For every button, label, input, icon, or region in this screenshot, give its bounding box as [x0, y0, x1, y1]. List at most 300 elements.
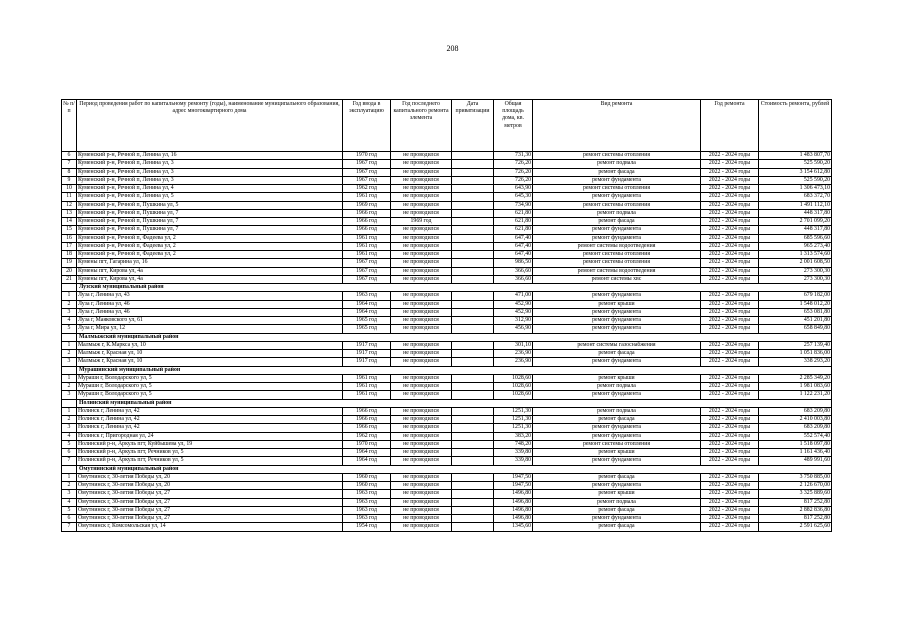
header-repair-period: Год ремонта	[701, 100, 759, 152]
section-title: Мурашинский муниципальный район	[77, 366, 832, 374]
cell-area: 621,80	[494, 218, 533, 226]
table-row	[62, 193, 832, 201]
cell-last-repair: не проводился	[391, 449, 452, 457]
cell-work-type: ремонт фасада	[533, 523, 701, 531]
cell-number: 6	[62, 152, 77, 160]
cell-cost: 273 300,30	[759, 275, 832, 283]
cell-repair-period: 2022 - 2024 годы	[701, 292, 759, 300]
cell-work-type: ремонт фундамента	[533, 193, 701, 201]
table-row	[62, 449, 832, 457]
cell-address: Омутнинск г, Комсомольская ул, 14	[77, 523, 343, 531]
cell-work-type: ремонт системы отопления	[533, 201, 701, 209]
cell-repair-period: 2022 - 2024 годы	[701, 523, 759, 531]
cell-repair-period: 2022 - 2024 годы	[701, 490, 759, 498]
cell-address: Куменский р-н, Речной п, Пушкина ул, 7	[77, 218, 343, 226]
section-row	[62, 284, 832, 292]
section-title: Лузский муниципальный район	[77, 284, 832, 292]
cell-cost: 1 313 574,60	[759, 251, 832, 259]
cell-address: Луза г, Ленина ул, 46	[77, 300, 343, 308]
header-year-built: Год ввода в эксплуатацию	[343, 100, 391, 152]
table-row	[62, 292, 832, 300]
cell-year-built: 1967 год	[343, 168, 391, 176]
cell-cost: 1 122 231,20	[759, 391, 832, 399]
cell-repair-period: 2022 - 2024 годы	[701, 482, 759, 490]
cell-year-built: 1966 год	[343, 226, 391, 234]
cell-work-type: ремонт крыши	[533, 374, 701, 382]
cell-number: 5	[62, 440, 77, 448]
cell-last-repair: не проводился	[391, 234, 452, 242]
cell-number	[62, 399, 77, 407]
cell-address: Луза г, Мира ул, 12	[77, 325, 343, 333]
cell-cost: 448 317,80	[759, 226, 832, 234]
table-row	[62, 218, 832, 226]
cell-area: 312,90	[494, 317, 533, 325]
cell-area: 1028,60	[494, 391, 533, 399]
cell-work-type: ремонт системы хвс	[533, 275, 701, 283]
cell-area: 645,30	[494, 193, 533, 201]
table-row	[62, 168, 832, 176]
cell-last-repair: не проводился	[391, 160, 452, 168]
cell-cost: 1 491 112,10	[759, 201, 832, 209]
cell-privatization	[452, 506, 494, 514]
cell-last-repair: не проводился	[391, 209, 452, 217]
cell-address: Луза г, Маяковского ул, 61	[77, 317, 343, 325]
cell-year-built: 1967 год	[343, 160, 391, 168]
cell-address: Мураши г, Володарского ул, 5	[77, 383, 343, 391]
cell-year-built: 1961 год	[343, 193, 391, 201]
cell-area: 1496,80	[494, 506, 533, 514]
cell-address: Куменский р-н, Речной п, Ленина ул, 5	[77, 193, 343, 201]
cell-privatization	[452, 317, 494, 325]
cell-address: Омутнинск г, 30-летия Победы ул, 27	[77, 490, 343, 498]
cell-number: 12	[62, 201, 77, 209]
cell-address: Малмыж г, К.Маркса ул, 10	[77, 341, 343, 349]
cell-work-type: ремонт подвала	[533, 160, 701, 168]
cell-repair-period: 2022 - 2024 годы	[701, 358, 759, 366]
cell-repair-period: 2022 - 2024 годы	[701, 300, 759, 308]
table-row	[62, 185, 832, 193]
cell-last-repair: не проводился	[391, 358, 452, 366]
cell-cost: 3 154 612,80	[759, 168, 832, 176]
cell-cost: 273 300,30	[759, 267, 832, 275]
table-row	[62, 490, 832, 498]
cell-number: 3	[62, 424, 77, 432]
cell-last-repair: не проводился	[391, 350, 452, 358]
cell-year-built: 1970 год	[343, 152, 391, 160]
cell-work-type: ремонт системы отопления	[533, 185, 701, 193]
table-row	[62, 325, 832, 333]
cell-year-built: 1917 год	[343, 358, 391, 366]
cell-year-built: 1966 год	[343, 424, 391, 432]
cell-cost: 1 161 436,40	[759, 449, 832, 457]
header-num: № п/п	[62, 100, 77, 152]
cell-work-type: ремонт системы водоотведения	[533, 242, 701, 250]
cell-number: 8	[62, 168, 77, 176]
cell-cost: 679 182,00	[759, 292, 832, 300]
cell-cost: 658 849,80	[759, 325, 832, 333]
cell-area: 339,80	[494, 457, 533, 465]
cell-work-type: ремонт фасада	[533, 168, 701, 176]
cell-cost: 1 548 012,20	[759, 300, 832, 308]
cell-year-built: 1970 год	[343, 440, 391, 448]
cell-area: 236,90	[494, 358, 533, 366]
cell-work-type: ремонт системы газоснабжения	[533, 341, 701, 349]
cell-address: Мураши г, Володарского ул, 5	[77, 391, 343, 399]
cell-address: Нолинский р-н, Аркуль пгт, Речников ул, 5	[77, 449, 343, 457]
cell-work-type: ремонт фасада	[533, 350, 701, 358]
cell-privatization	[452, 185, 494, 193]
table-row	[62, 515, 832, 523]
cell-area: 339,80	[494, 449, 533, 457]
cell-year-built: 1962 год	[343, 432, 391, 440]
cell-number: 6	[62, 449, 77, 457]
cell-number: 3	[62, 391, 77, 399]
cell-number	[62, 366, 77, 374]
cell-area: 383,20	[494, 432, 533, 440]
cell-privatization	[452, 350, 494, 358]
cell-last-repair: не проводился	[391, 185, 452, 193]
table-row	[62, 341, 832, 349]
cell-number: 17	[62, 242, 77, 250]
cell-privatization	[452, 416, 494, 424]
cell-year-built: 1964 год	[343, 308, 391, 316]
table-row	[62, 457, 832, 465]
cell-year-built: 1963 год	[343, 292, 391, 300]
table-row	[62, 308, 832, 316]
cell-area: 1947,50	[494, 482, 533, 490]
cell-last-repair: не проводился	[391, 300, 452, 308]
cell-year-built: 1965 год	[343, 325, 391, 333]
cell-number: 15	[62, 226, 77, 234]
table-row	[62, 350, 832, 358]
cell-work-type: ремонт фундамента	[533, 515, 701, 523]
cell-work-type: ремонт фундамента	[533, 391, 701, 399]
cell-privatization	[452, 176, 494, 184]
cell-cost: 685 596,60	[759, 234, 832, 242]
cell-last-repair: не проводился	[391, 498, 452, 506]
cell-area: 731,30	[494, 152, 533, 160]
cell-address: Малмыж г, Красная ул, 10	[77, 358, 343, 366]
cell-work-type: ремонт крыши	[533, 490, 701, 498]
cell-work-type: ремонт фундамента	[533, 457, 701, 465]
repair-table	[61, 99, 832, 532]
cell-number: 3	[62, 490, 77, 498]
cell-last-repair: не проводился	[391, 242, 452, 250]
cell-area: 621,80	[494, 226, 533, 234]
cell-last-repair: не проводился	[391, 267, 452, 275]
cell-last-repair: не проводился	[391, 457, 452, 465]
cell-address: Омутнинск г, 30-летия Победы ул, 20	[77, 473, 343, 481]
cell-repair-period: 2022 - 2024 годы	[701, 457, 759, 465]
cell-year-built: 1961 год	[343, 251, 391, 259]
cell-area: 986,50	[494, 259, 533, 267]
header-work-type: Вид ремонта	[533, 100, 701, 152]
cell-cost: 683 372,70	[759, 193, 832, 201]
cell-privatization	[452, 383, 494, 391]
table-row	[62, 251, 832, 259]
cell-last-repair: не проводился	[391, 292, 452, 300]
cell-year-built: 1967 год	[343, 267, 391, 275]
table-row	[62, 226, 832, 234]
cell-cost: 1 981 083,60	[759, 383, 832, 391]
cell-cost: 1 518 097,80	[759, 440, 832, 448]
cell-privatization	[452, 490, 494, 498]
cell-repair-period: 2022 - 2024 годы	[701, 506, 759, 514]
table-row	[62, 498, 832, 506]
cell-area: 647,40	[494, 251, 533, 259]
table-row	[62, 473, 832, 481]
cell-work-type: ремонт фасада	[533, 416, 701, 424]
table-row	[62, 374, 832, 382]
cell-work-type: ремонт фасада	[533, 506, 701, 514]
cell-privatization	[452, 152, 494, 160]
cell-work-type: ремонт системы отопления	[533, 152, 701, 160]
cell-year-built: 1960 год	[343, 482, 391, 490]
cell-area: 748,20	[494, 440, 533, 448]
cell-area: 647,40	[494, 242, 533, 250]
cell-address: Куменский р-н, Речной п, Ленина ул, 3	[77, 176, 343, 184]
table-row	[62, 383, 832, 391]
cell-year-built: 1966 год	[343, 218, 391, 226]
cell-year-built: 1969 год	[343, 201, 391, 209]
cell-number: 14	[62, 218, 77, 226]
cell-address: Куменский р-н, Речной п, Фадеева ул, 2	[77, 234, 343, 242]
cell-work-type: ремонт системы отопления	[533, 251, 701, 259]
cell-cost: 653 081,80	[759, 308, 832, 316]
cell-last-repair: не проводился	[391, 275, 452, 283]
cell-cost: 525 590,20	[759, 160, 832, 168]
table-row	[62, 160, 832, 168]
cell-last-repair: не проводился	[391, 440, 452, 448]
section-row	[62, 399, 832, 407]
table-row	[62, 506, 832, 514]
cell-year-built: 1967 год	[343, 176, 391, 184]
cell-privatization	[452, 168, 494, 176]
cell-cost: 2 001 608,50	[759, 259, 832, 267]
cell-privatization	[452, 259, 494, 267]
cell-work-type: ремонт фундамента	[533, 292, 701, 300]
cell-number: 13	[62, 209, 77, 217]
cell-repair-period: 2022 - 2024 годы	[701, 201, 759, 209]
cell-area: 647,40	[494, 234, 533, 242]
cell-number: 1	[62, 374, 77, 382]
cell-privatization	[452, 473, 494, 481]
cell-year-built: 1966 год	[343, 209, 391, 217]
cell-last-repair: не проводился	[391, 523, 452, 531]
table-header	[62, 100, 832, 152]
cell-area: 1251,30	[494, 424, 533, 432]
cell-year-built: 1917 год	[343, 341, 391, 349]
cell-address: Куменский р-н, Речной п, Фадеева ул, 2	[77, 242, 343, 250]
cell-number: 3	[62, 358, 77, 366]
table-body	[62, 152, 832, 532]
cell-repair-period: 2022 - 2024 годы	[701, 185, 759, 193]
cell-cost: 2 285 349,20	[759, 374, 832, 382]
cell-area: 621,80	[494, 209, 533, 217]
cell-privatization	[452, 449, 494, 457]
cell-year-built: 1967 год	[343, 275, 391, 283]
cell-privatization	[452, 457, 494, 465]
cell-privatization	[452, 515, 494, 523]
cell-privatization	[452, 226, 494, 234]
table-row	[62, 317, 832, 325]
table-row	[62, 201, 832, 209]
cell-last-repair: не проводился	[391, 424, 452, 432]
cell-number: 3	[62, 308, 77, 316]
cell-year-built: 1961 год	[343, 383, 391, 391]
cell-last-repair: не проводился	[391, 416, 452, 424]
cell-last-repair: не проводился	[391, 325, 452, 333]
cell-number: 2	[62, 482, 77, 490]
cell-last-repair: не проводился	[391, 226, 452, 234]
cell-address: Нолинск г, Ленина ул, 42	[77, 424, 343, 432]
cell-number: 2	[62, 350, 77, 358]
cell-privatization	[452, 407, 494, 415]
cell-year-built: 1917 год	[343, 350, 391, 358]
cell-privatization	[452, 201, 494, 209]
cell-area: 452,90	[494, 308, 533, 316]
cell-address: Омутнинск г, 30-летия Победы ул, 27	[77, 506, 343, 514]
cell-last-repair: не проводился	[391, 515, 452, 523]
cell-work-type: ремонт фундамента	[533, 358, 701, 366]
cell-year-built: 1964 год	[343, 457, 391, 465]
cell-repair-period: 2022 - 2024 годы	[701, 317, 759, 325]
cell-area: 456,90	[494, 325, 533, 333]
cell-privatization	[452, 218, 494, 226]
table-row	[62, 440, 832, 448]
cell-cost: 2 701 099,20	[759, 218, 832, 226]
cell-privatization	[452, 424, 494, 432]
cell-number: 18	[62, 251, 77, 259]
table-row	[62, 300, 832, 308]
cell-work-type: ремонт подвала	[533, 383, 701, 391]
cell-address: Кумены пгт, Гагарина ул, 16	[77, 259, 343, 267]
cell-last-repair: не проводился	[391, 407, 452, 415]
cell-address: Луза г, Ленина ул, 46	[77, 308, 343, 316]
section-row	[62, 465, 832, 473]
cell-number: 5	[62, 325, 77, 333]
cell-cost: 683 209,80	[759, 424, 832, 432]
cell-address: Нолинский р-н, Аркуль пгт, Куйбышева ул, 19	[77, 440, 343, 448]
cell-address: Омутнинск г, 30-летия Победы ул, 27	[77, 498, 343, 506]
cell-privatization	[452, 292, 494, 300]
cell-number: 11	[62, 193, 77, 201]
cell-cost: 817 252,80	[759, 515, 832, 523]
cell-last-repair: не проводился	[391, 251, 452, 259]
cell-cost: 1 483 807,70	[759, 152, 832, 160]
cell-privatization	[452, 193, 494, 201]
cell-number: 10	[62, 185, 77, 193]
cell-privatization	[452, 209, 494, 217]
cell-number: 4	[62, 498, 77, 506]
cell-repair-period: 2022 - 2024 годы	[701, 259, 759, 267]
cell-repair-period: 2022 - 2024 годы	[701, 383, 759, 391]
table-row	[62, 424, 832, 432]
cell-repair-period: 2022 - 2024 годы	[701, 308, 759, 316]
cell-repair-period: 2022 - 2024 годы	[701, 374, 759, 382]
cell-area: 726,20	[494, 168, 533, 176]
cell-cost: 683 209,80	[759, 407, 832, 415]
cell-area: 471,00	[494, 292, 533, 300]
cell-address: Нолинск г, Пригородная ул, 24	[77, 432, 343, 440]
cell-number: 4	[62, 432, 77, 440]
cell-work-type: ремонт фундамента	[533, 308, 701, 316]
cell-cost: 1 051 836,00	[759, 350, 832, 358]
cell-address: Куменский р-н, Речной п, Пушкина ул, 7	[77, 226, 343, 234]
cell-area: 1496,80	[494, 515, 533, 523]
cell-privatization	[452, 275, 494, 283]
cell-area: 1028,60	[494, 374, 533, 382]
table-row	[62, 523, 832, 531]
table-row	[62, 209, 832, 217]
cell-address: Нолинский р-н, Аркуль пгт, Речников ул, 5	[77, 457, 343, 465]
cell-address: Куменский р-н, Речной п, Ленина ул, 4	[77, 185, 343, 193]
cell-privatization	[452, 300, 494, 308]
section-row	[62, 366, 832, 374]
cell-year-built: 1963 год	[343, 490, 391, 498]
cell-number: 1	[62, 473, 77, 481]
cell-address: Мураши г, Володарского ул, 5	[77, 374, 343, 382]
cell-area: 1028,60	[494, 383, 533, 391]
cell-last-repair: не проводился	[391, 482, 452, 490]
cell-number: 1	[62, 341, 77, 349]
cell-repair-period: 2022 - 2024 годы	[701, 267, 759, 275]
cell-year-built: 1966 год	[343, 416, 391, 424]
cell-repair-period: 2022 - 2024 годы	[701, 341, 759, 349]
table-row	[62, 407, 832, 415]
table-row	[62, 432, 832, 440]
cell-privatization	[452, 391, 494, 399]
cell-area: 1345,60	[494, 523, 533, 531]
cell-last-repair: не проводился	[391, 391, 452, 399]
header-cost: Стоимость ремонта, рублей	[759, 100, 832, 152]
cell-work-type: ремонт подвала	[533, 209, 701, 217]
cell-repair-period: 2022 - 2024 годы	[701, 160, 759, 168]
cell-cost: 965 273,40	[759, 242, 832, 250]
table-row	[62, 176, 832, 184]
cell-last-repair: не проводился	[391, 473, 452, 481]
cell-cost: 451 201,80	[759, 317, 832, 325]
cell-last-repair: не проводился	[391, 152, 452, 160]
table-row	[62, 482, 832, 490]
cell-address: Нолинск г, Ленина ул, 42	[77, 416, 343, 424]
cell-work-type: ремонт подвала	[533, 407, 701, 415]
cell-last-repair: не проводился	[391, 317, 452, 325]
table-row	[62, 416, 832, 424]
cell-work-type: ремонт фундамента	[533, 482, 701, 490]
cell-work-type: ремонт фундамента	[533, 432, 701, 440]
cell-repair-period: 2022 - 2024 годы	[701, 234, 759, 242]
cell-repair-period: 2022 - 2024 годы	[701, 515, 759, 523]
cell-number: 19	[62, 259, 77, 267]
cell-cost: 338 293,20	[759, 358, 832, 366]
cell-privatization	[452, 341, 494, 349]
cell-last-repair: не проводился	[391, 176, 452, 184]
cell-number: 20	[62, 267, 77, 275]
cell-work-type: ремонт фундамента	[533, 424, 701, 432]
table-row	[62, 275, 832, 283]
cell-work-type: ремонт фундамента	[533, 317, 701, 325]
cell-last-repair: не проводился	[391, 490, 452, 498]
cell-number: 1	[62, 407, 77, 415]
cell-number	[62, 465, 77, 473]
cell-area: 452,90	[494, 300, 533, 308]
cell-area: 236,90	[494, 350, 533, 358]
cell-area: 726,20	[494, 160, 533, 168]
cell-privatization	[452, 234, 494, 242]
cell-year-built: 1961 год	[343, 374, 391, 382]
cell-repair-period: 2022 - 2024 годы	[701, 209, 759, 217]
